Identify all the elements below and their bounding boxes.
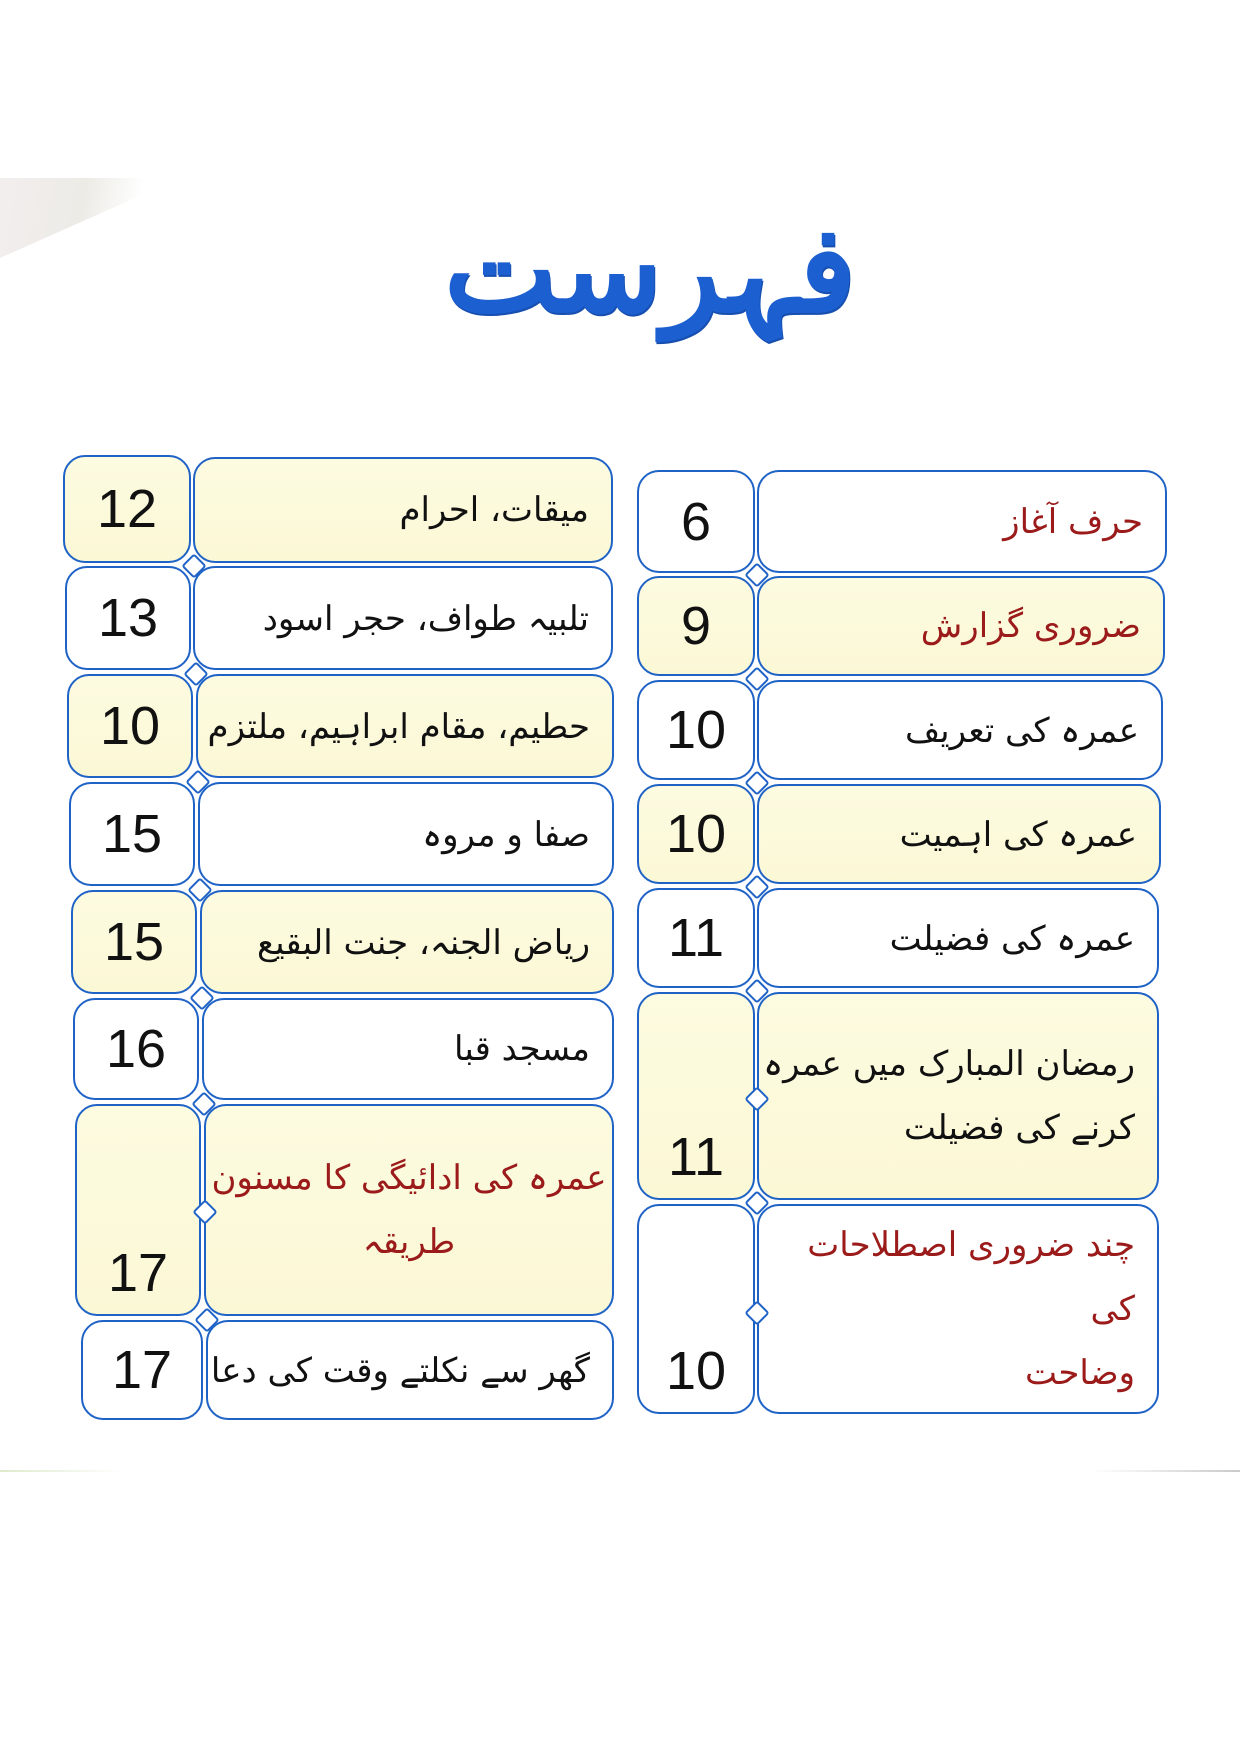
toc-entry-page[interactable]: 10 [637, 784, 755, 884]
scan-page-shadow [0, 178, 180, 258]
toc-entry-topic[interactable]: مسجد قبا [202, 998, 614, 1100]
toc-entry-page[interactable]: 17 [75, 1104, 201, 1316]
toc-entry-page[interactable]: 15 [69, 782, 195, 886]
toc-entry-topic[interactable]: عمرہ کی فضیلت [757, 888, 1159, 988]
toc-entry-topic[interactable]: ضروری گزارش [757, 576, 1165, 676]
toc-entry-topic[interactable]: حرف آغاز [757, 470, 1167, 573]
toc-entry-topic[interactable]: صفا و مروہ [198, 782, 614, 886]
toc-entry-topic[interactable] [204, 1104, 614, 1316]
toc-entry-topic-line: وضاحت [1024, 1353, 1135, 1393]
toc-entry-page[interactable]: 10 [637, 1204, 755, 1414]
toc-entry-page[interactable]: 9 [637, 576, 755, 676]
scan-page-edge [0, 1470, 1240, 1472]
toc-entry-page[interactable]: 15 [71, 890, 197, 994]
toc-entry-topic-line: رمضان المبارک میں عمرہ [763, 1044, 1135, 1084]
toc-entry-topic[interactable]: تلبیہ طواف، حجر اسود [193, 566, 613, 670]
toc-entry-topic[interactable]: عمرہ کی تعریف [757, 680, 1163, 780]
toc-entry-page[interactable]: 11 [637, 888, 755, 988]
toc-entry-topic-line: طریقہ [362, 1222, 456, 1262]
page-title: فہرست [443, 199, 857, 340]
toc-entry-topic[interactable]: حطیم، مقام ابراہیم، ملتزم [196, 674, 614, 778]
toc-entry-page[interactable]: 6 [637, 470, 755, 573]
toc-entry-page[interactable]: 17 [81, 1320, 203, 1420]
toc-entry-topic[interactable] [757, 1204, 1159, 1414]
toc-entry-topic-line: چند ضروری اصطلاحات کی [807, 1225, 1135, 1329]
toc-entry-page[interactable]: 16 [73, 998, 199, 1100]
toc-entry-topic[interactable]: ریاض الجنہ، جنت البقیع [200, 890, 614, 994]
toc-entry-topic[interactable] [757, 992, 1159, 1200]
toc-entry-topic-line: عمرہ کی ادائیگی کا مسنون [211, 1158, 607, 1198]
toc-entry-topic[interactable]: عمرہ کی اہمیت [757, 784, 1161, 884]
toc-entry-page[interactable]: 10 [637, 680, 755, 780]
toc-entry-topic-line: کرنے کی فضیلت [903, 1108, 1135, 1148]
toc-entry-page[interactable]: 13 [65, 566, 191, 670]
toc-entry-topic[interactable]: میقات، احرام [193, 457, 613, 563]
toc-entry-page[interactable]: 10 [67, 674, 193, 778]
toc-entry-topic[interactable]: گھر سے نکلتے وقت کی دعا [206, 1320, 614, 1420]
toc-entry-page[interactable]: 11 [637, 992, 755, 1200]
toc-entry-page[interactable]: 12 [63, 455, 191, 563]
